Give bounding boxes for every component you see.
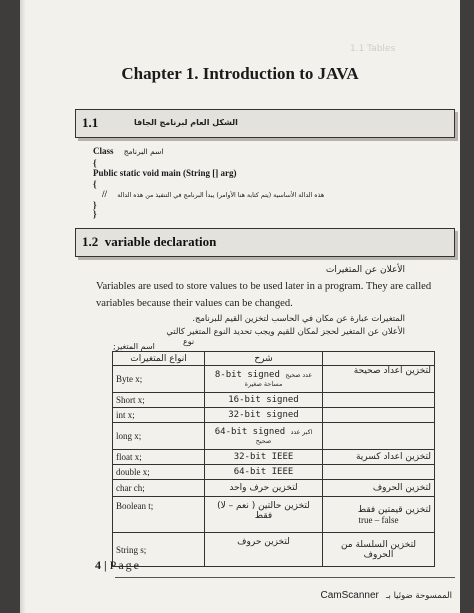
page-footer: 4 | Page xyxy=(95,558,141,572)
chapter-title: Chapter 1. Introduction to JAVA xyxy=(121,64,359,83)
table-row xyxy=(113,423,435,450)
row-usage xyxy=(323,393,435,408)
section-number: 1.1 xyxy=(82,115,99,130)
row-description: 64-bit IEEE xyxy=(205,465,323,480)
table-row xyxy=(113,450,435,465)
row-usage: لتخزين اعداد كسرية xyxy=(323,450,435,465)
label-type: نوع xyxy=(183,337,195,346)
section-number: 1.2 variable declaration xyxy=(82,234,217,249)
row-code: char ch; xyxy=(113,480,205,497)
bleed-through-text: 1.1 Tables xyxy=(350,44,396,54)
arabic-definition-line: المتغيرات عبارة عن مكان في الحاسب لتخزين القيم للبرنامج. xyxy=(192,313,405,323)
header-usage xyxy=(323,352,435,366)
section-title: variable declaration xyxy=(104,234,217,249)
row-code: double x; xyxy=(113,465,205,480)
row-usage: لتخزين اعداد صحيحة xyxy=(323,366,435,393)
table-row xyxy=(113,465,435,480)
code-class-keyword: Class xyxy=(93,146,114,156)
row-code: Byte x; xyxy=(113,366,205,393)
row-code: Short x; xyxy=(113,393,205,408)
row-usage: لتخزين الحروف xyxy=(323,480,435,497)
row-code: long x; xyxy=(113,423,205,450)
row-description: 32-bit signed xyxy=(205,408,323,423)
row-code: Boolean t; xyxy=(113,497,205,533)
row-code: String s; xyxy=(113,533,205,567)
code-comment-line xyxy=(102,189,324,199)
section-1-1-header xyxy=(75,109,455,138)
scanner-brand: CamScanner xyxy=(320,590,379,601)
footer-rule xyxy=(115,577,455,578)
table-row xyxy=(113,366,435,393)
section-1-2-header xyxy=(75,228,455,257)
page-edge-shadow xyxy=(20,0,26,613)
row-usage xyxy=(323,465,435,480)
code-open-brace-2: { xyxy=(93,179,97,189)
code-close-brace-1: } xyxy=(93,200,97,210)
row-usage xyxy=(323,423,435,450)
variable-types-table xyxy=(112,351,435,567)
row-usage: لتخزين قيمتين فقط true – false xyxy=(323,497,435,533)
row-usage xyxy=(323,408,435,423)
row-description: 64-bit signed اكبر عدد صحيح xyxy=(205,423,323,450)
row-description: 16-bit signed xyxy=(205,393,323,408)
row-description: 8-bit signed عدد صحيح مساحة صغيرة xyxy=(205,366,323,393)
header-explanation: شرح xyxy=(205,352,323,366)
document-page xyxy=(20,0,460,613)
label-variable-name: اسم المتغير; xyxy=(113,342,155,351)
code-class-line xyxy=(93,146,164,156)
table-row xyxy=(113,408,435,423)
scanner-watermark xyxy=(320,590,452,601)
section-arabic-heading: الأعلان عن المتغيرات xyxy=(325,265,405,275)
table-header-row xyxy=(113,352,435,366)
table-row xyxy=(113,497,435,533)
row-description: لتخزين حروف xyxy=(205,533,323,567)
row-description: لتخزين حالتين ( نعم – لا) فقط xyxy=(205,497,323,533)
row-code: int x; xyxy=(113,408,205,423)
arabic-declaration-line: الأعلان عن المتغير لحجز لمكان للقيم ويجب تحديد النوع المتغير كالتي xyxy=(166,326,405,336)
table-row xyxy=(113,533,435,567)
page-word: Page xyxy=(109,558,141,572)
comment-slashes: // xyxy=(102,189,108,199)
row-description: لتخزين حرف واحد xyxy=(205,480,323,497)
variables-paragraph: Variables are used to store values to be used later in a program. They are called variables because their values can be changed. xyxy=(96,281,432,309)
header-variable-types: انواع المتغيرات xyxy=(113,352,205,366)
section-arabic-title: الشكل العام لبرنامج الجافا xyxy=(134,118,238,127)
code-class-note: اسم البرنامج xyxy=(123,147,164,156)
table-row xyxy=(113,393,435,408)
table-row xyxy=(113,480,435,497)
row-usage: لتخزين السلسلة من الحروف xyxy=(323,533,435,567)
scanner-arabic: الممسوحة ضوئيا بـ xyxy=(386,591,452,601)
code-close-brace-2: } xyxy=(93,209,97,219)
row-code: float x; xyxy=(113,450,205,465)
code-main-signature: Public static void main (String [] arg) xyxy=(93,168,237,178)
page-number: 4 xyxy=(95,558,101,572)
code-comment-arabic: هذه الدالة الأساسية (يتم كتابة هنا الأوامر) يبدأ البرنامج في التنفيذ من هذه الدالة xyxy=(117,192,325,199)
row-description: 32-bit IEEE xyxy=(205,450,323,465)
code-open-brace-1: { xyxy=(93,158,97,168)
